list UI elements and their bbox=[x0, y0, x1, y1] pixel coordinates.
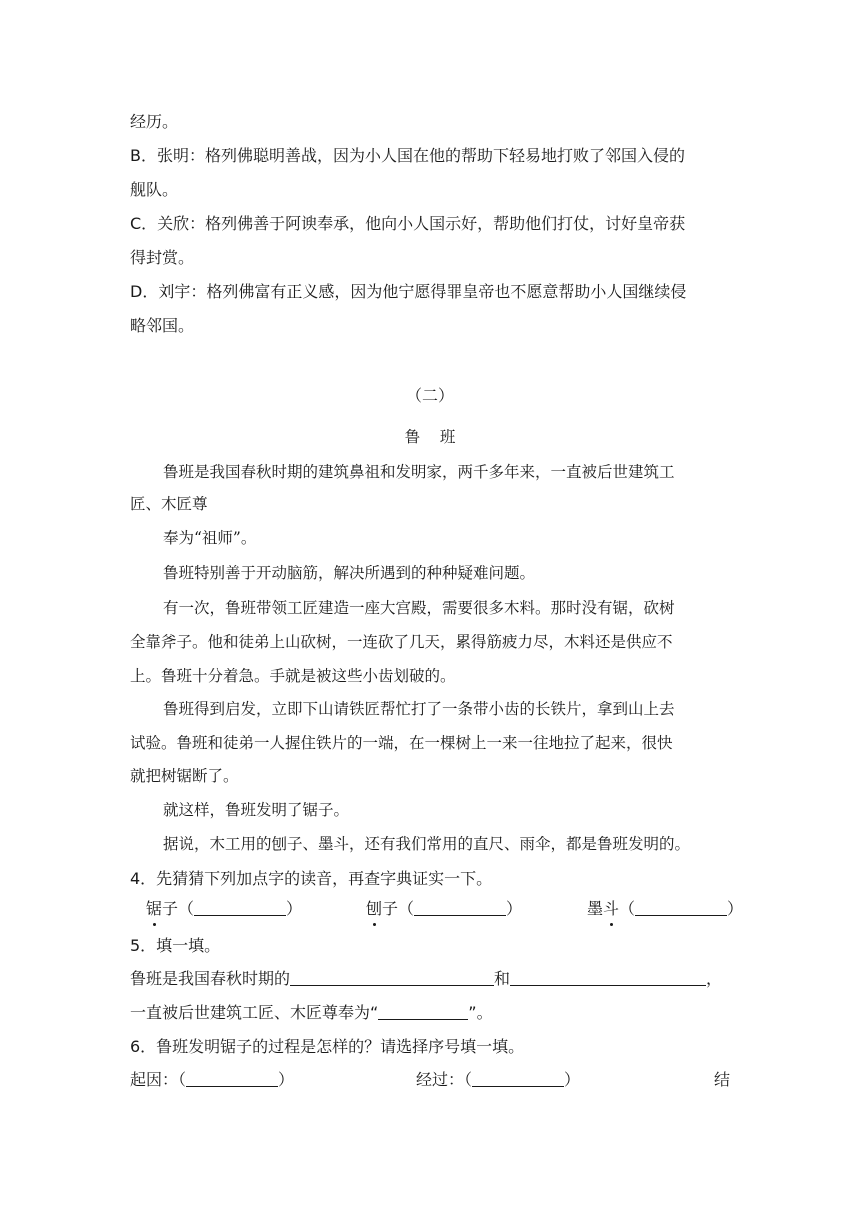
option-b-line1: B．张明：格列佛聪明善战，因为小人国在他的帮助下轻易地打败了邻国入侵的 bbox=[130, 146, 685, 165]
passage-p3-line3: 上。鲁班十分着急。手就是被这些小齿划破的。 bbox=[130, 667, 456, 685]
q5-line-1: 鲁班是我国春秋时期的 和 ， bbox=[130, 969, 723, 988]
option-a-end: 经历。 bbox=[130, 112, 179, 131]
passage-p5: 就这样，鲁班发明了锯子。 bbox=[163, 801, 350, 819]
passage-p1-line3: 奉为“祖师”。 bbox=[163, 529, 257, 547]
option-d-line1: D．刘宇：格列佛富有正义感，因为他宁愿得罪皇帝也不愿意帮助小人国继续侵 bbox=[130, 282, 687, 301]
dotted-char: 刨 bbox=[366, 897, 382, 921]
answer-blank[interactable] bbox=[472, 1068, 564, 1087]
passage-p4-line2: 试验。鲁班和徒弟一人握住铁片的一端，在一棵树上一来一往地拉了起来，很快 bbox=[130, 734, 673, 752]
dotted-char: 锯 bbox=[146, 897, 162, 921]
answer-blank[interactable] bbox=[510, 967, 706, 986]
section-title: 鲁 班 bbox=[404, 428, 456, 446]
dotted-char: 斗 bbox=[603, 897, 619, 921]
section-number: （二） bbox=[405, 386, 454, 405]
passage-p4-line1: 鲁班得到启发，立即下山请铁匠帮忙打了一条带小齿的长铁片，拿到山上去 bbox=[163, 700, 675, 718]
passage-p4-line3: 就把树锯断了。 bbox=[130, 767, 239, 785]
q4-item-1: 锯子（ ） bbox=[146, 897, 302, 921]
answer-blank[interactable] bbox=[414, 897, 506, 916]
passage-p1-line2: 匠、木匠尊 bbox=[130, 495, 208, 513]
passage-p3-line2: 全靠斧子。他和徒弟上山砍树，一连砍了几天，累得筋疲力尽，木料还是供应不 bbox=[130, 633, 673, 651]
option-b-line2: 舰队。 bbox=[130, 180, 179, 199]
answer-blank[interactable] bbox=[194, 897, 286, 916]
answer-blank[interactable] bbox=[290, 967, 494, 986]
passage-p3-line1: 有一次，鲁班带领工匠建造一座大宫殿，需要很多木料。那时没有锯，砍树 bbox=[163, 599, 675, 617]
answer-blank[interactable] bbox=[186, 1068, 278, 1087]
q6-cause: 起因：（ ） bbox=[130, 1070, 295, 1089]
q4-item-2: 刨子（ ） bbox=[366, 897, 522, 921]
q6-process: 经过：（ ） bbox=[416, 1070, 581, 1089]
option-c-line2: 得封赏。 bbox=[130, 248, 195, 267]
passage-p6: 据说，木工用的刨子、墨斗，还有我们常用的直尺、雨伞，都是鲁班发明的。 bbox=[163, 835, 691, 853]
q6-result-start: 结 bbox=[714, 1070, 731, 1089]
answer-blank[interactable] bbox=[635, 897, 727, 916]
q6-stem: 6．鲁班发明锯子的过程是怎样的？请选择序号填一填。 bbox=[130, 1037, 525, 1056]
passage-p2: 鲁班特别善于开动脑筋，解决所遇到的种种疑难问题。 bbox=[163, 564, 536, 582]
option-c-line1: C．关欣：格列佛善于阿谀奉承，他向小人国示好，帮助他们打仗，讨好皇帝获 bbox=[130, 214, 686, 233]
q5-line-2: 一直被后世建筑工匠、木匠尊奉为“ ”。 bbox=[130, 1003, 493, 1022]
q4-stem: 4．先猜猜下列加点字的读音，再查字典证实一下。 bbox=[130, 869, 493, 888]
q4-item-3: 墨斗（ ） bbox=[587, 897, 743, 921]
option-d-line2: 略邻国。 bbox=[130, 316, 195, 335]
answer-blank[interactable] bbox=[378, 1001, 468, 1020]
passage-p1-line1: 鲁班是我国春秋时期的建筑鼻祖和发明家，两千多年来，一直被后世建筑工 bbox=[163, 463, 675, 481]
q5-stem: 5．填一填。 bbox=[130, 936, 221, 955]
